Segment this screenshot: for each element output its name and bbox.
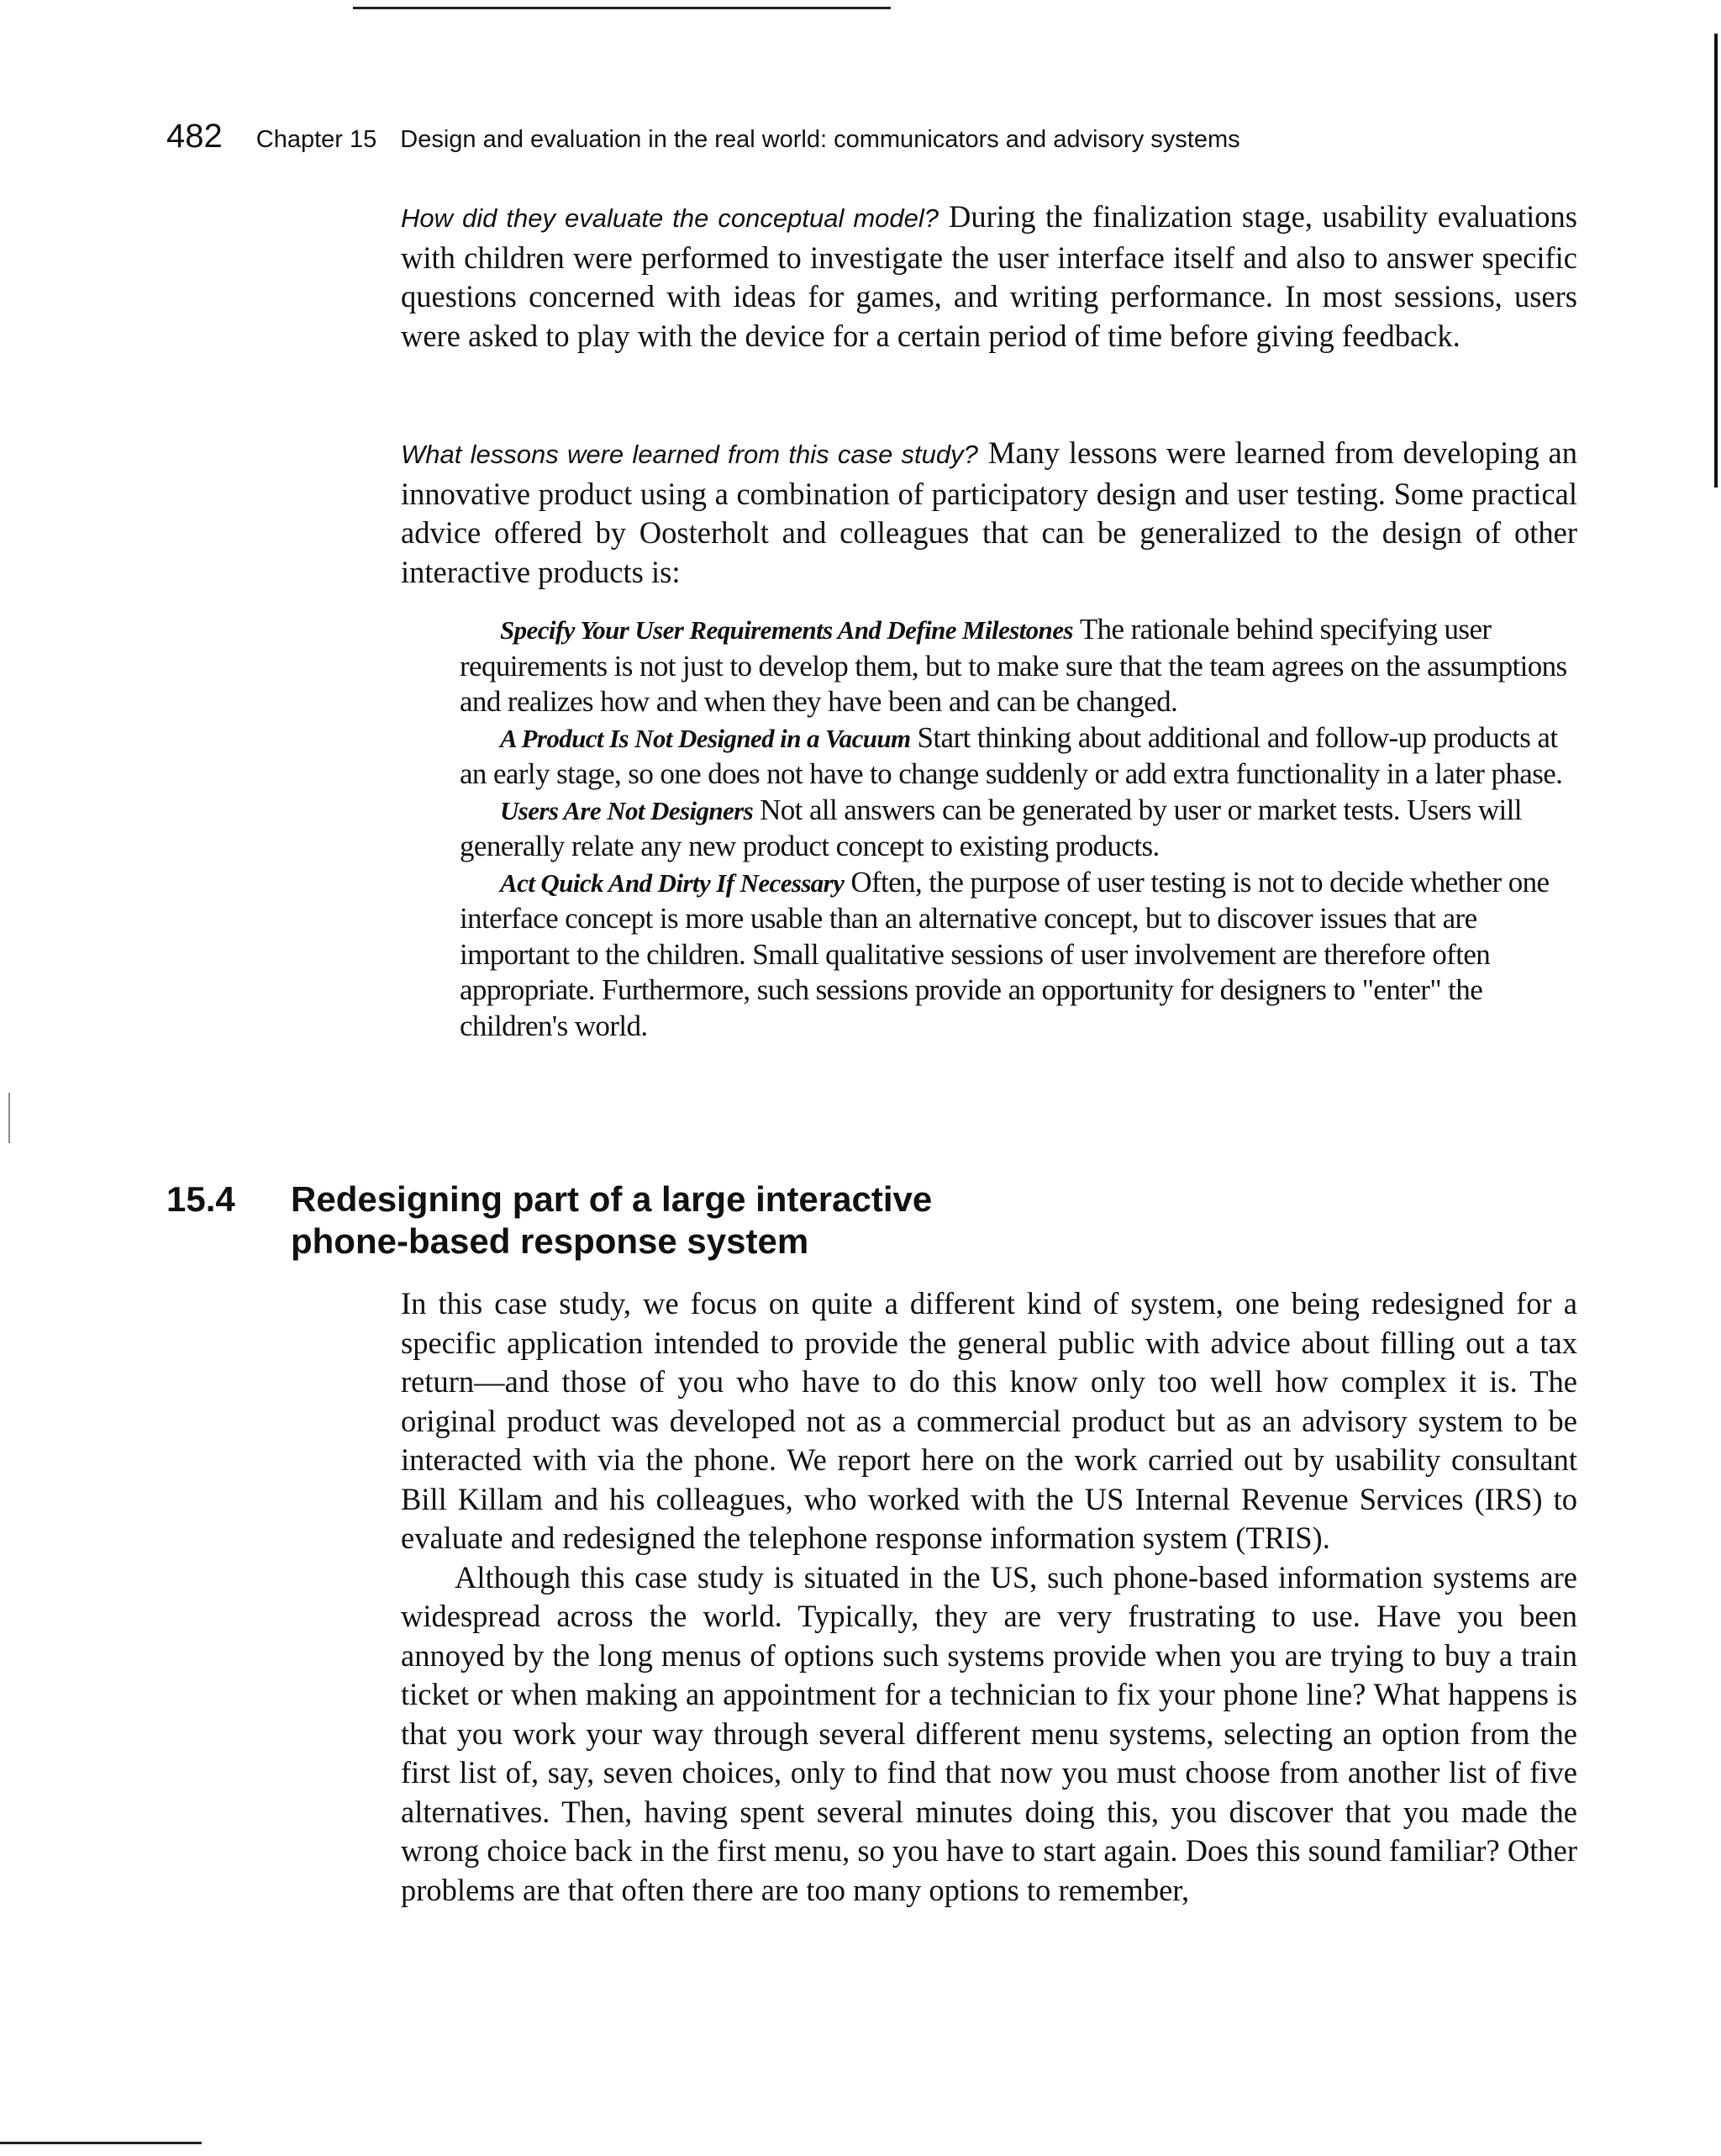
left-margin-mark: [8, 1093, 10, 1143]
paragraph-text: During the finalization stage, usability evaluations with children were performed to investigate the user interface itself and also to answer specific questions concerned with ideas for games, and writing performance. In most sessions, users were asked to play with the device for a certain period of time before giving feedback.: [401, 199, 1577, 353]
guideline-list: [460, 612, 1582, 1044]
bottom-rule: [0, 2142, 202, 2144]
paragraph-lessons: [401, 434, 1577, 592]
body-paragraph: Although this case study is situated in the US, such phone-based information systems are widespread across the world. Typically, they are very frustrating to use. Have you been annoyed by the long menus of options such systems provide when you are trying to buy a train ticket or when making an appointment for a technician to fix your phone line? What happens is that you work your way through several different menu systems, selecting an option from the first list of, say, seven choices, only to find that now you must choose from another list of five alternatives. Then, having spent several minutes doing this, you discover that you made the wrong choice back in the first menu, so you have to start again. Does this sound familiar? Other problems are that often there are too many options to remember,: [401, 1559, 1577, 1907]
paragraph-lead: What lessons were learned from this case study?: [401, 440, 978, 469]
chapter-title: Design and evaluation in the real world: communicators and advisory systems: [400, 126, 1240, 153]
section-title-line: Redesigning part of a large interactive: [291, 1179, 933, 1219]
guideline-title: Act Quick And Dirty If Necessary: [500, 867, 845, 898]
guideline-item: [460, 612, 1582, 720]
body-paragraph: In this case study, we focus on quite a different kind of system, one being redesigned for a specific application intended to provide the general public with advice about filling out a tax return—and those of you who have to do this know only too well how complex it is. The original product was developed not as a commercial product but as an advisory system to be interacted with via the phone. We report here on the work carried out by usability consultant Bill Killam and his colleagues, who worked with the US Internal Revenue Services (IRS) to evaluate and redesigned the telephone response information system (TRIS).: [401, 1286, 1577, 1555]
section-heading: [166, 1178, 932, 1262]
guideline-item: [460, 865, 1582, 1045]
guideline-item: [460, 720, 1582, 793]
chapter-label: Chapter 15: [255, 126, 377, 153]
paragraph-evaluation: [401, 198, 1577, 356]
guideline-text: Not all answers can be generated by user or market tests. Users will generally relate any new product concept to existing products.: [460, 793, 1522, 862]
section-title-line: phone-based response system: [291, 1221, 809, 1261]
guideline-text: The rationale behind specifying user requirements is not just to develop them, but to make sure that the team agrees on the assumptions and realizes how and when they have been and can be changed.: [460, 613, 1567, 718]
section-number: 15.4: [166, 1179, 235, 1219]
paragraph-lead: How did they evaluate the conceptual model?: [401, 203, 939, 233]
guideline-text: Often, the purpose of user testing is not to decide whether one interface concept is more usable than an alternative concept, but to discover issues that are important to the children. Small qualitative sessions of user involvement are therefore often appropriate. Furthermore, such sessions provide an opportunity for designers to "enter" the children's world.: [460, 865, 1550, 1042]
right-margin-rule: [1714, 34, 1718, 488]
section-body: [401, 1284, 1577, 1910]
running-head: [166, 118, 1240, 156]
page-number: 482: [166, 118, 223, 155]
guideline-title: Specify Your User Requirements And Define Milestones: [500, 615, 1073, 645]
section-title: [291, 1178, 932, 1262]
guideline-item: [460, 793, 1582, 865]
top-rule: [353, 7, 891, 9]
guideline-text: Start thinking about additional and follow-up products at an early stage, so one does not have to change suddenly or add extra functionality in a later phase.: [460, 720, 1563, 790]
guideline-title: Users Are Not Designers: [500, 795, 754, 825]
guideline-title: A Product Is Not Designed in a Vacuum: [500, 723, 911, 753]
paragraph-text: Many lessons were learned from developing an innovative product using a combination of participatory design and user testing. Some practical advice offered by Oosterholt and colleagues that can be generalized to the design of other interactive products is:: [401, 435, 1577, 589]
